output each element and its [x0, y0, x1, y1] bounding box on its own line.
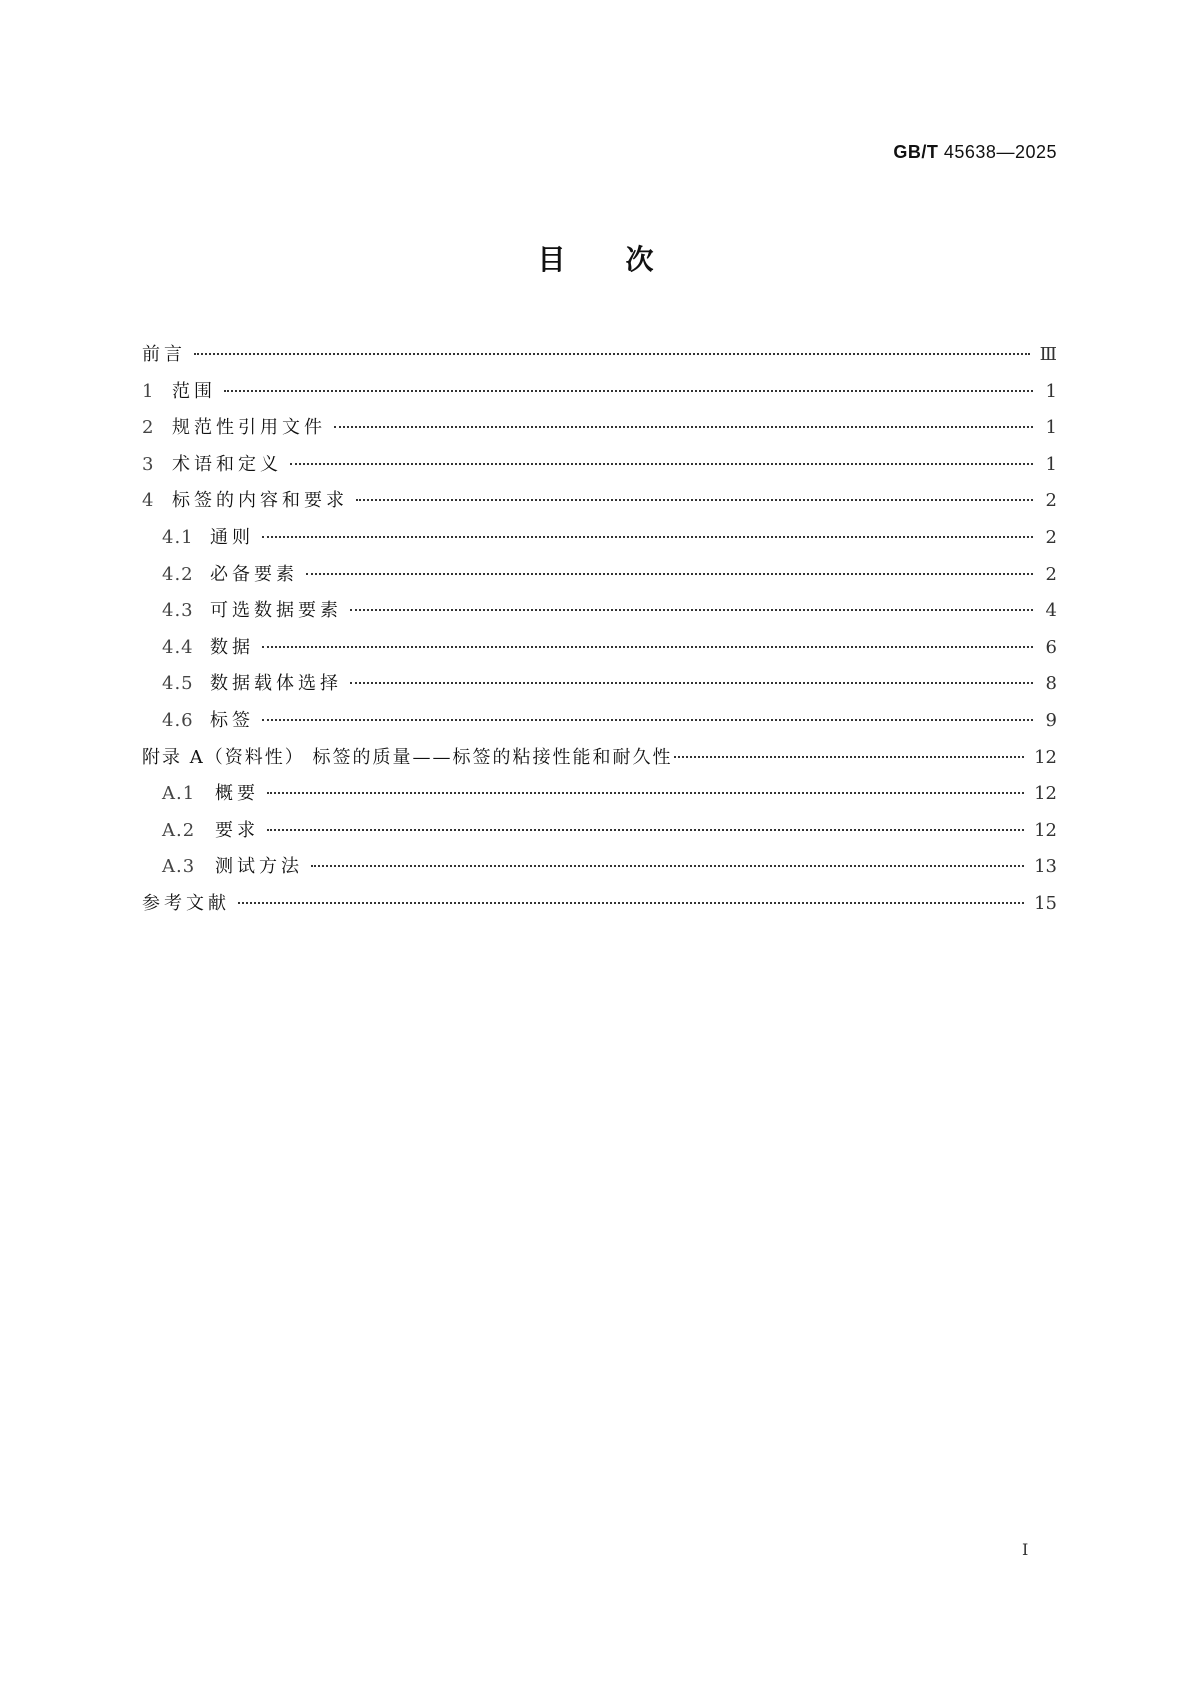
toc-entry-label: 测试方法 [215, 856, 303, 878]
toc-entry-a-3[interactable] [142, 852, 1057, 889]
toc-entry-page: 4 [1045, 600, 1057, 622]
toc-entry-page: 1 [1045, 417, 1057, 439]
toc-entry-label: 标签的内容和要求 [172, 490, 348, 512]
toc-entry-page: 1 [1045, 380, 1057, 402]
toc-entry-a-1[interactable] [142, 779, 1057, 816]
toc-entry-page: 6 [1045, 636, 1057, 658]
toc-entry-foreword[interactable] [142, 340, 1057, 377]
toc-entry-label: 数据 [210, 636, 254, 658]
toc-entry-number: A.1 [162, 783, 196, 805]
toc-entry-label: 要求 [215, 819, 259, 841]
toc-entry-label: 参考文献 [142, 892, 230, 914]
toc-entry-number: 4.1 [162, 526, 194, 548]
toc-entry-terms[interactable] [142, 450, 1057, 487]
toc-entry-page: 15 [1034, 892, 1057, 914]
dot-leader [262, 536, 1033, 538]
toc-entry-page: 12 [1034, 819, 1057, 841]
toc-entry-a-2[interactable] [142, 816, 1057, 853]
toc-heading-char-1: 目 [537, 243, 566, 276]
toc-entry-label: 必备要素 [210, 563, 298, 585]
toc-entry-annex-a[interactable] [142, 743, 1057, 780]
standard-prefix: GB/T [893, 142, 939, 162]
table-of-contents [142, 340, 1057, 926]
toc-entry-page: 12 [1034, 746, 1057, 768]
toc-entry-number: 2 [142, 417, 155, 439]
toc-entry-label: 概要 [215, 783, 259, 805]
dot-leader [350, 609, 1033, 611]
toc-entry-number: 4.4 [162, 636, 194, 658]
toc-entry-scope[interactable] [142, 377, 1057, 414]
toc-entry-label: 通则 [210, 526, 254, 548]
toc-entry-label: 规范性引用文件 [172, 417, 326, 439]
dot-leader [267, 829, 1024, 831]
dot-leader [306, 573, 1033, 575]
toc-heading-char-2: 次 [625, 243, 654, 276]
toc-entry-normative-references[interactable] [142, 413, 1057, 450]
toc-entry-label: 范围 [172, 380, 216, 402]
standard-code [893, 142, 1057, 163]
toc-entry-label: 附录 A（资料性） 标签的质量——标签的粘接性能和耐久性 [142, 746, 673, 768]
toc-entry-number: A.3 [162, 856, 196, 878]
toc-entry-bibliography[interactable] [142, 889, 1057, 926]
toc-entry-page: 2 [1045, 490, 1057, 512]
toc-entry-number: A.2 [162, 819, 196, 841]
dot-leader [350, 682, 1033, 684]
toc-entry-page: 12 [1034, 783, 1057, 805]
toc-entry-4-2[interactable] [142, 560, 1057, 597]
toc-entry-number: 4.2 [162, 563, 194, 585]
toc-entry-label: 前言 [142, 344, 186, 365]
toc-entry-label: 术语和定义 [172, 453, 282, 475]
dot-leader [238, 902, 1024, 904]
toc-entry-4-4[interactable] [142, 633, 1057, 670]
toc-entry-4-1[interactable] [142, 523, 1057, 560]
toc-entry-page: 2 [1045, 563, 1057, 585]
toc-entry-label: 可选数据要素 [210, 600, 342, 622]
toc-entry-page: Ⅲ [1039, 344, 1057, 365]
dot-leader [334, 426, 1033, 428]
dot-leader [311, 865, 1024, 867]
toc-entry-4-3[interactable] [142, 596, 1057, 633]
toc-entry-number: 4.3 [162, 600, 194, 622]
toc-entry-number: 4 [142, 490, 155, 512]
dot-leader [194, 353, 1030, 355]
toc-entry-number: 3 [142, 453, 155, 475]
dot-leader [262, 646, 1033, 648]
toc-heading [0, 243, 1191, 277]
toc-entry-page: 9 [1045, 709, 1057, 731]
toc-entry-number: 4.6 [162, 709, 194, 731]
toc-entry-4-5[interactable] [142, 669, 1057, 706]
standard-number: 45638—2025 [943, 142, 1057, 162]
toc-entry-label-content[interactable] [142, 486, 1057, 523]
dot-leader [267, 792, 1024, 794]
toc-entry-label: 数据载体选择 [210, 673, 342, 695]
toc-entry-page: 1 [1045, 453, 1057, 475]
toc-entry-page: 13 [1034, 856, 1057, 878]
toc-entry-number: 1 [142, 380, 155, 402]
dot-leader [262, 719, 1033, 721]
toc-entry-label: 标签 [210, 709, 254, 731]
dot-leader [290, 463, 1033, 465]
toc-entry-page: 8 [1045, 673, 1057, 695]
dot-leader [224, 390, 1033, 392]
toc-entry-number: 4.5 [162, 673, 194, 695]
toc-entry-page: 2 [1045, 526, 1057, 548]
dot-leader [356, 499, 1033, 501]
dot-leader [674, 756, 1024, 758]
toc-entry-4-6[interactable] [142, 706, 1057, 743]
footer-page-number: I [1022, 1540, 1029, 1559]
